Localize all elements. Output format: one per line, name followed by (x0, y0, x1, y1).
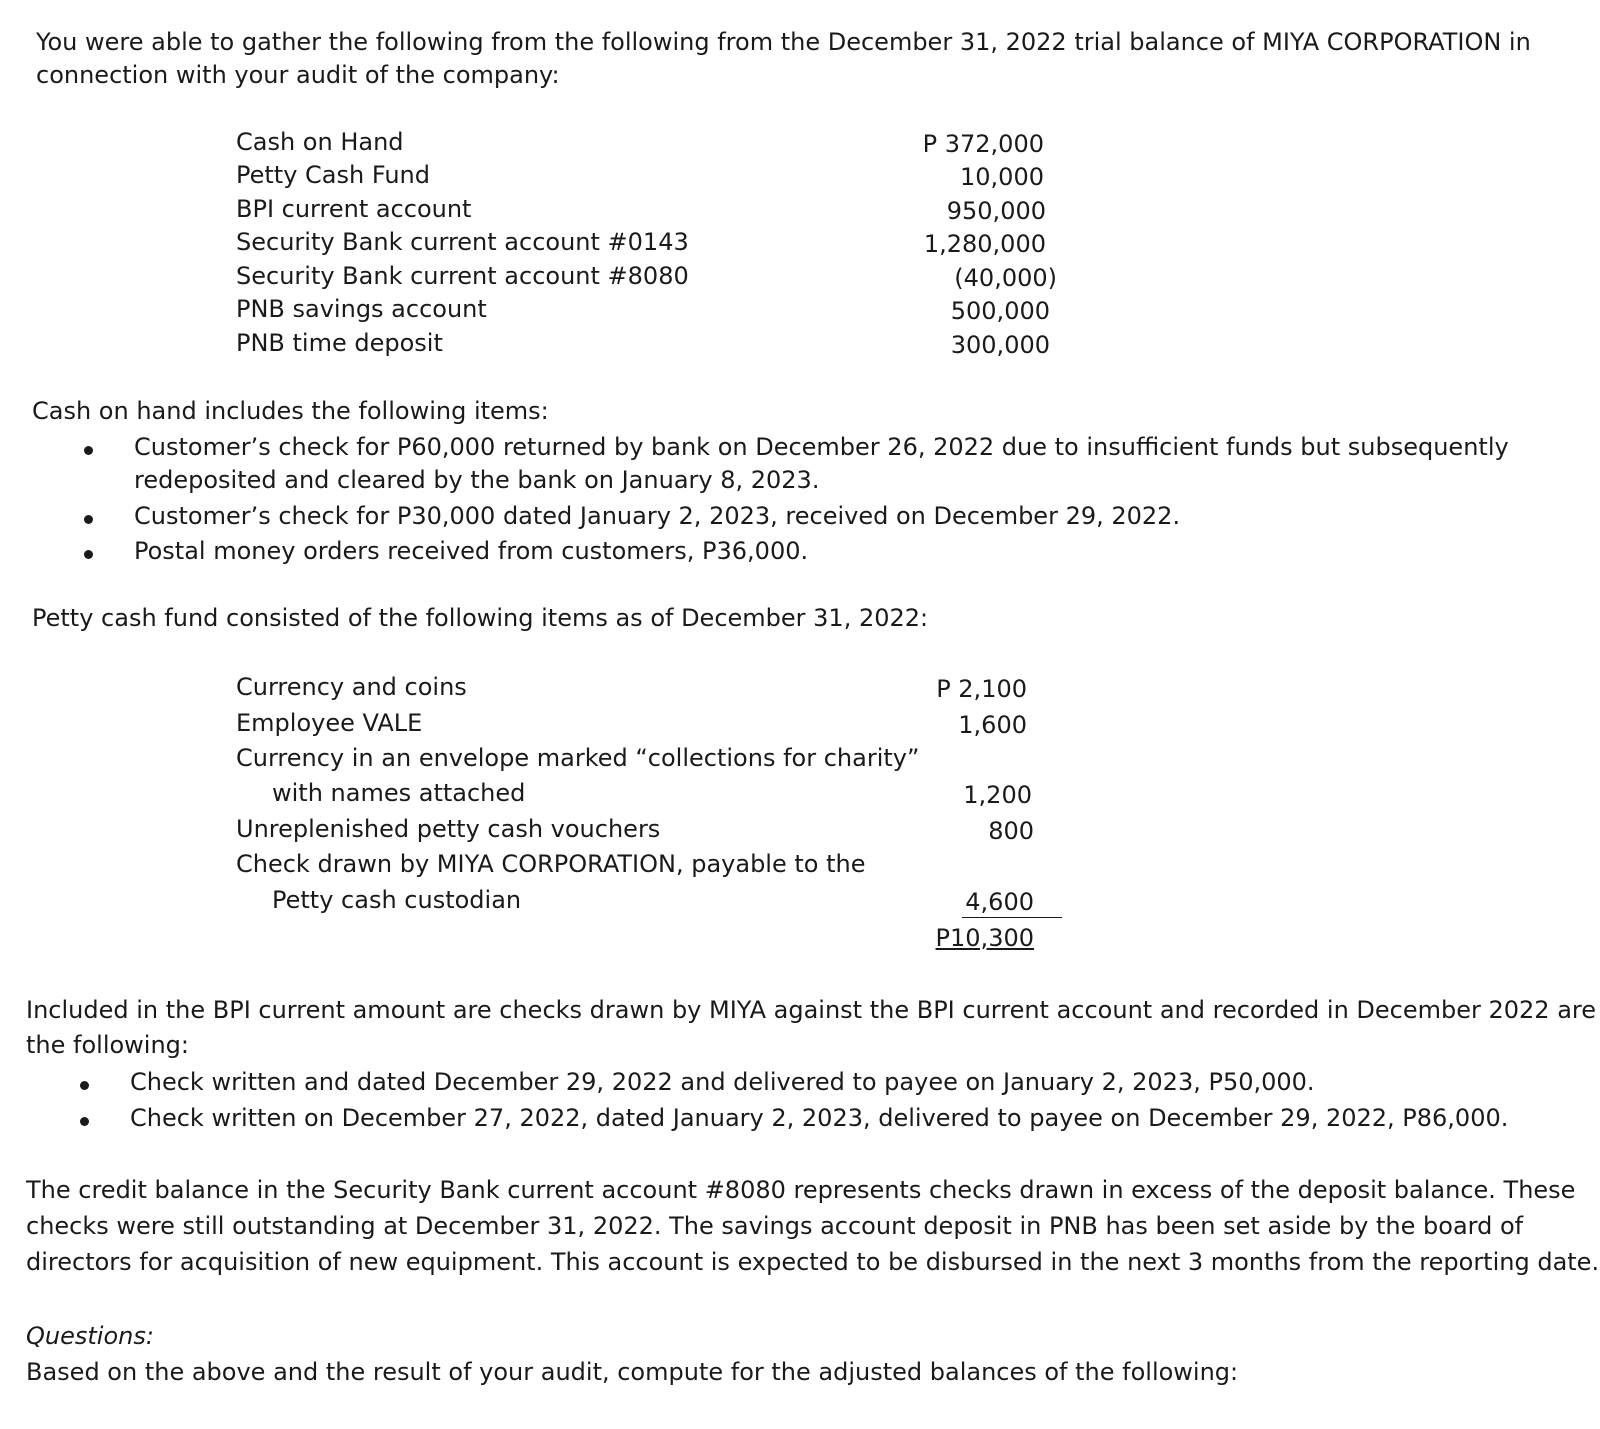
bpi-line-2: the following: (26, 1031, 189, 1059)
pc-total: P10,300 (935, 924, 1034, 952)
tb-amount: 950,000 (946, 197, 1046, 225)
cash-item-line: Customer’s check for P60,000 returned by bank on December 26, 2022 due to insufficient funds but subsequently (134, 433, 1509, 461)
tb-account: BPI current account (236, 195, 472, 223)
sb-line-3: directors for acquisition of new equipment. This account is expected to be disbursed in the next 3 months from the reporting date. (26, 1248, 1600, 1276)
bpi-line-1: Included in the BPI current amount are checks drawn by MIYA against the BPI current account and recorded in December 2022 are (26, 996, 1597, 1024)
bullet-icon (84, 550, 93, 559)
tb-amount: 300,000 (950, 331, 1050, 359)
questions-heading: Questions: (26, 1322, 154, 1350)
tb-account: Security Bank current account #8080 (236, 262, 689, 290)
tb-account: Cash on Hand (236, 128, 404, 156)
cash-item-line: Postal money orders received from customers, P36,000. (134, 537, 809, 565)
bullet-icon (80, 1117, 89, 1126)
tb-amount: 500,000 (950, 297, 1050, 325)
pc-label: with names attached (272, 779, 526, 807)
tb-amount: P 372,000 (922, 130, 1044, 158)
pc-amount: 1,600 (958, 711, 1027, 739)
bullet-icon (84, 446, 93, 455)
cash-item-line: redeposited and cleared by the bank on January 8, 2023. (134, 466, 820, 494)
intro-line-2: connection with your audit of the company: (36, 61, 560, 89)
petty-cash-heading: Petty cash fund consisted of the following items as of December 31, 2022: (32, 604, 929, 632)
pc-label: Currency in an envelope marked “collections for charity” (236, 744, 920, 772)
bpi-item: Check written and dated December 29, 2022 and delivered to payee on January 2, 2023, P50,000. (130, 1068, 1315, 1096)
pc-amount: 4,600 (965, 888, 1034, 916)
tb-account: Security Bank current account #0143 (236, 228, 689, 256)
tb-amount: 10,000 (960, 163, 1044, 191)
tb-account: Petty Cash Fund (236, 161, 430, 189)
pc-amount: P 2,100 (936, 675, 1027, 703)
sb-line-1: The credit balance in the Security Bank current account #8080 represents checks drawn in excess of the deposit balance. These (26, 1176, 1576, 1204)
tb-amount: (40,000) (954, 264, 1057, 292)
questions-text: Based on the above and the result of your audit, compute for the adjusted balances of the following: (26, 1358, 1239, 1386)
subtotal-line (962, 917, 1062, 918)
intro-line-1: You were able to gather the following from the following from the December 31, 2022 trial balance of MIYA CORPORATION in (36, 28, 1531, 56)
cash-on-hand-heading: Cash on hand includes the following items: (32, 397, 549, 425)
tb-account: PNB savings account (236, 295, 487, 323)
pc-amount: 1,200 (963, 781, 1032, 809)
cash-item-line: Customer’s check for P30,000 dated January 2, 2023, received on December 29, 2022. (134, 502, 1181, 530)
pc-label: Petty cash custodian (272, 886, 522, 914)
bullet-icon (80, 1081, 89, 1090)
pc-amount: 800 (988, 817, 1034, 845)
pc-label: Employee VALE (236, 709, 423, 737)
bullet-icon (84, 515, 93, 524)
pc-label: Check drawn by MIYA CORPORATION, payable to the (236, 850, 866, 878)
tb-amount: 1,280,000 (923, 230, 1046, 258)
tb-account: PNB time deposit (236, 329, 443, 357)
bpi-item: Check written on December 27, 2022, dated January 2, 2023, delivered to payee on December 29, 2022, P86,000. (130, 1104, 1509, 1132)
pc-label: Currency and coins (236, 673, 467, 701)
pc-label: Unreplenished petty cash vouchers (236, 815, 661, 843)
sb-line-2: checks were still outstanding at December 31, 2022. The savings account deposit in PNB has been set aside by the board of (26, 1212, 1524, 1240)
